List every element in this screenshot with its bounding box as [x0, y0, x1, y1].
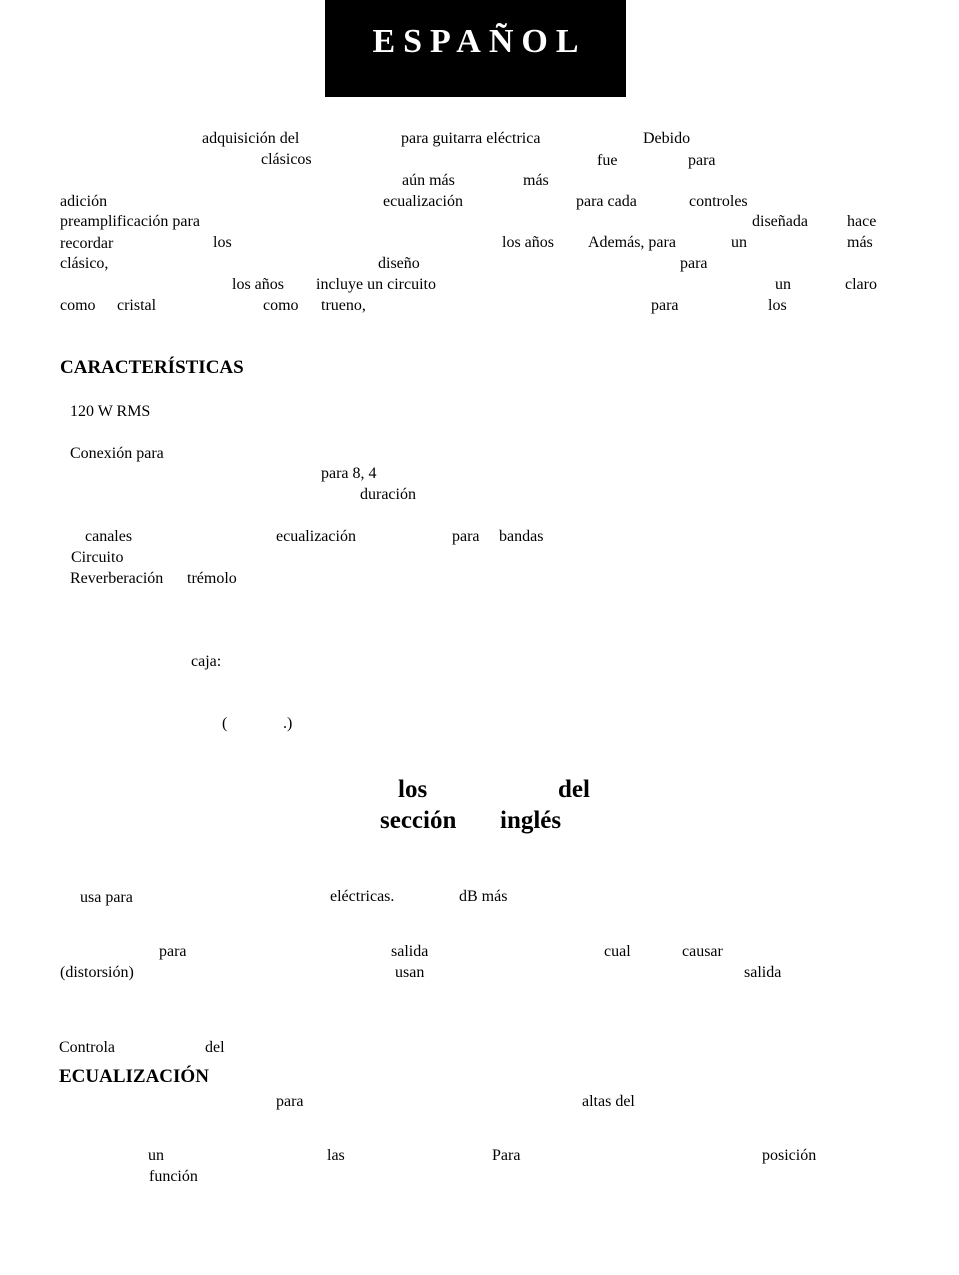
intro-word: un	[731, 234, 747, 251]
feature-word: trémolo	[187, 570, 237, 587]
features-heading: CARACTERÍSTICAS	[60, 357, 244, 378]
body-word: para	[276, 1093, 304, 1110]
body-word: (distorsión)	[60, 964, 134, 981]
feature-word: para	[452, 528, 480, 545]
intro-word: para guitarra eléctrica	[401, 130, 541, 147]
eq-heading: ECUALIZACIÓN	[59, 1066, 209, 1087]
intro-word: para	[680, 255, 708, 272]
intro-word: adición	[60, 193, 108, 210]
intro-word: claro	[845, 276, 877, 293]
body-word: dB más	[459, 888, 508, 905]
body-word: para	[159, 943, 187, 960]
body-word: Para	[492, 1147, 521, 1164]
center-heading-word: inglés	[500, 807, 562, 834]
body-word: las	[327, 1147, 345, 1164]
center-heading-word: sección	[380, 807, 457, 834]
feature-word: caja:	[191, 653, 222, 670]
intro-word: incluye un circuito	[316, 276, 436, 293]
feature-word: Circuito	[71, 549, 124, 566]
intro-word: Además, para	[588, 234, 676, 251]
body-word: causar	[682, 943, 723, 960]
intro-word: para	[688, 152, 716, 169]
intro-word: los años	[232, 276, 284, 293]
body-word: usa para	[80, 889, 133, 906]
intro-word: más	[847, 234, 873, 251]
body-word: función	[149, 1168, 198, 1185]
body-word: altas del	[582, 1093, 635, 1110]
center-heading-word: del	[558, 776, 590, 803]
intro-word: ecualización	[383, 193, 463, 210]
body-word: salida	[744, 964, 782, 981]
feature-word: bandas	[499, 528, 544, 545]
section-title: ESPAÑOL	[372, 23, 587, 60]
intro-word: los	[213, 234, 232, 251]
intro-word: diseño	[378, 255, 420, 272]
feature-word: 120 W RMS	[70, 403, 151, 420]
intro-word: clásicos	[261, 151, 312, 168]
intro-word: un	[775, 276, 791, 293]
intro-word: fue	[597, 152, 618, 169]
body-word: cual	[604, 943, 631, 960]
feature-word: para 8, 4	[321, 465, 377, 482]
body-word: del	[205, 1039, 225, 1056]
intro-word: aún más	[402, 172, 455, 189]
body-word: Controla	[59, 1039, 115, 1056]
center-heading-word: los	[398, 776, 428, 803]
intro-word: hace	[847, 213, 877, 230]
feature-word: Conexión para	[70, 445, 164, 462]
body-word: posición	[762, 1147, 817, 1164]
intro-word: para cada	[576, 193, 637, 210]
feature-word: .)	[283, 715, 293, 732]
intro-word: trueno,	[321, 297, 366, 314]
intro-word: recordar	[60, 235, 114, 252]
feature-word: Reverberación	[70, 570, 164, 587]
intro-word: Debido	[643, 130, 691, 147]
intro-word: clásico,	[60, 255, 109, 272]
intro-word: adquisición del	[202, 130, 300, 147]
intro-word: los	[768, 297, 787, 314]
intro-word: diseñada	[752, 213, 808, 230]
feature-word: (	[222, 715, 228, 732]
intro-word: como	[263, 297, 299, 314]
feature-word: ecualización	[276, 528, 356, 545]
intro-word: preamplificación para	[60, 213, 200, 230]
feature-word: canales	[85, 528, 133, 545]
body-word: usan	[395, 964, 425, 981]
section-header	[325, 0, 626, 97]
intro-word: más	[523, 172, 549, 189]
body-word: un	[148, 1147, 164, 1164]
intro-word: controles	[689, 193, 748, 210]
intro-word: cristal	[117, 297, 157, 314]
intro-word: para	[651, 297, 679, 314]
feature-word: duración	[360, 486, 416, 503]
intro-word: como	[60, 297, 96, 314]
body-word: eléctricas.	[330, 888, 395, 905]
body-word: salida	[391, 943, 429, 960]
intro-word: los años	[502, 234, 554, 251]
